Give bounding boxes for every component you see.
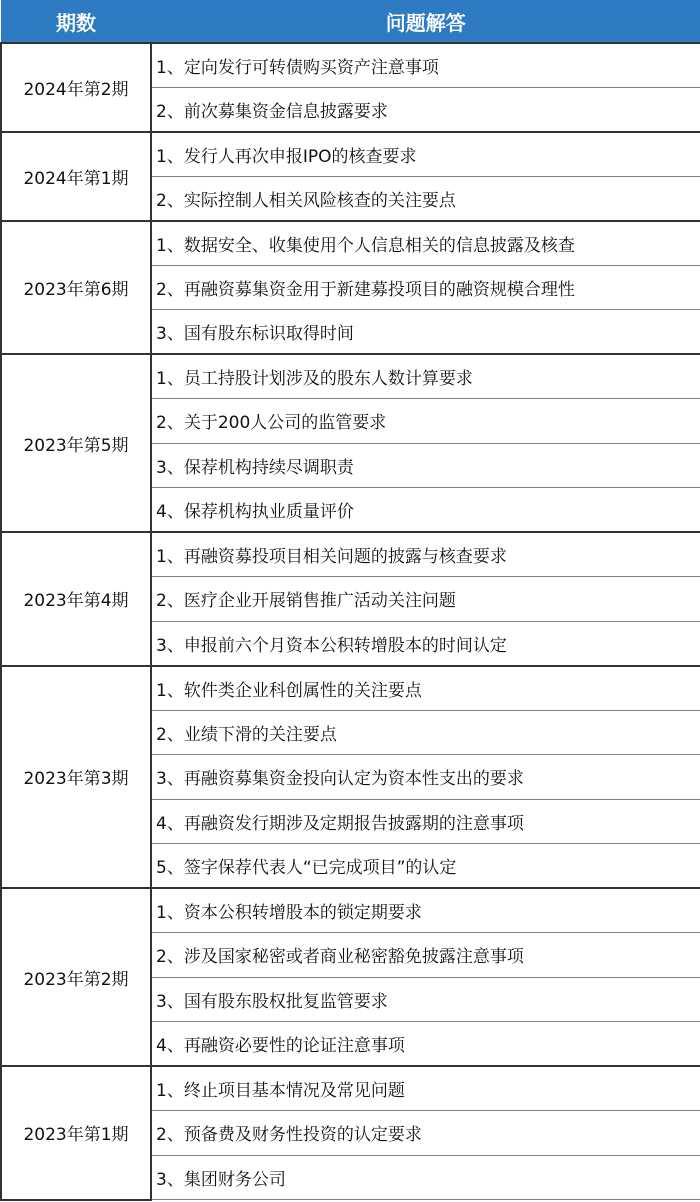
answer-cell: 3、保荐机构持续尽调职责 xyxy=(151,443,700,488)
answer-cell: 1、数据安全、收集使用个人信息相关的信息披露及核查 xyxy=(151,221,700,266)
table-row xyxy=(1,532,700,577)
answer-cell: 1、终止项目基本情况及常见问题 xyxy=(151,1066,700,1111)
table-row xyxy=(1,43,700,88)
table-row xyxy=(1,1066,700,1111)
answer-cell: 3、国有股东股权批复监管要求 xyxy=(151,977,700,1022)
period-cell: 2023年第6期 xyxy=(1,221,151,355)
table-row xyxy=(1,132,700,177)
period-cell: 2023年第1期 xyxy=(1,1066,151,1200)
period-cell: 2023年第2期 xyxy=(1,888,151,1066)
answer-cell: 1、发行人再次申报IPO的核查要求 xyxy=(151,132,700,177)
table-row xyxy=(1,354,700,399)
answer-cell: 2、再融资募集资金用于新建募投项目的融资规模合理性 xyxy=(151,265,700,310)
answer-cell: 3、再融资募集资金投向认定为资本性支出的要求 xyxy=(151,755,700,800)
period-cell: 2023年第5期 xyxy=(1,354,151,532)
answer-cell: 2、前次募集资金信息披露要求 xyxy=(151,87,700,132)
table-row xyxy=(1,666,700,711)
table-row xyxy=(1,221,700,266)
table-body xyxy=(1,43,700,1200)
table-row xyxy=(1,888,700,933)
answer-cell: 2、医疗企业开展销售推广活动关注问题 xyxy=(151,577,700,622)
answer-cell: 1、定向发行可转债购买资产注意事项 xyxy=(151,43,700,88)
answer-cell: 3、集团财务公司 xyxy=(151,1155,700,1200)
answer-cell: 4、保荐机构执业质量评价 xyxy=(151,488,700,533)
header-row xyxy=(1,1,700,43)
period-cell: 2024年第1期 xyxy=(1,132,151,221)
period-cell: 2024年第2期 xyxy=(1,43,151,132)
answer-cell: 1、软件类企业科创属性的关注要点 xyxy=(151,666,700,711)
answer-cell: 3、申报前六个月资本公积转增股本的时间认定 xyxy=(151,621,700,666)
answer-cell: 2、业绩下滑的关注要点 xyxy=(151,710,700,755)
answer-cell: 2、实际控制人相关风险核查的关注要点 xyxy=(151,176,700,221)
answer-cell: 4、再融资发行期涉及定期报告披露期的注意事项 xyxy=(151,799,700,844)
answer-cell: 1、资本公积转增股本的锁定期要求 xyxy=(151,888,700,933)
answer-cell: 4、再融资必要性的论证注意事项 xyxy=(151,1022,700,1067)
header-period: 期数 xyxy=(1,1,151,43)
answer-cell: 2、关于200人公司的监管要求 xyxy=(151,399,700,444)
answer-cell: 2、涉及国家秘密或者商业秘密豁免披露注意事项 xyxy=(151,933,700,978)
answer-cell: 1、再融资募投项目相关问题的披露与核查要求 xyxy=(151,532,700,577)
answer-cell: 5、签字保荐代表人“已完成项目”的认定 xyxy=(151,844,700,889)
answer-cell: 2、预备费及财务性投资的认定要求 xyxy=(151,1111,700,1156)
answer-cell: 3、国有股东标识取得时间 xyxy=(151,310,700,355)
answer-cell: 1、员工持股计划涉及的股东人数计算要求 xyxy=(151,354,700,399)
header-answer: 问题解答 xyxy=(151,1,700,43)
period-cell: 2023年第4期 xyxy=(1,532,151,666)
period-cell: 2023年第3期 xyxy=(1,666,151,889)
